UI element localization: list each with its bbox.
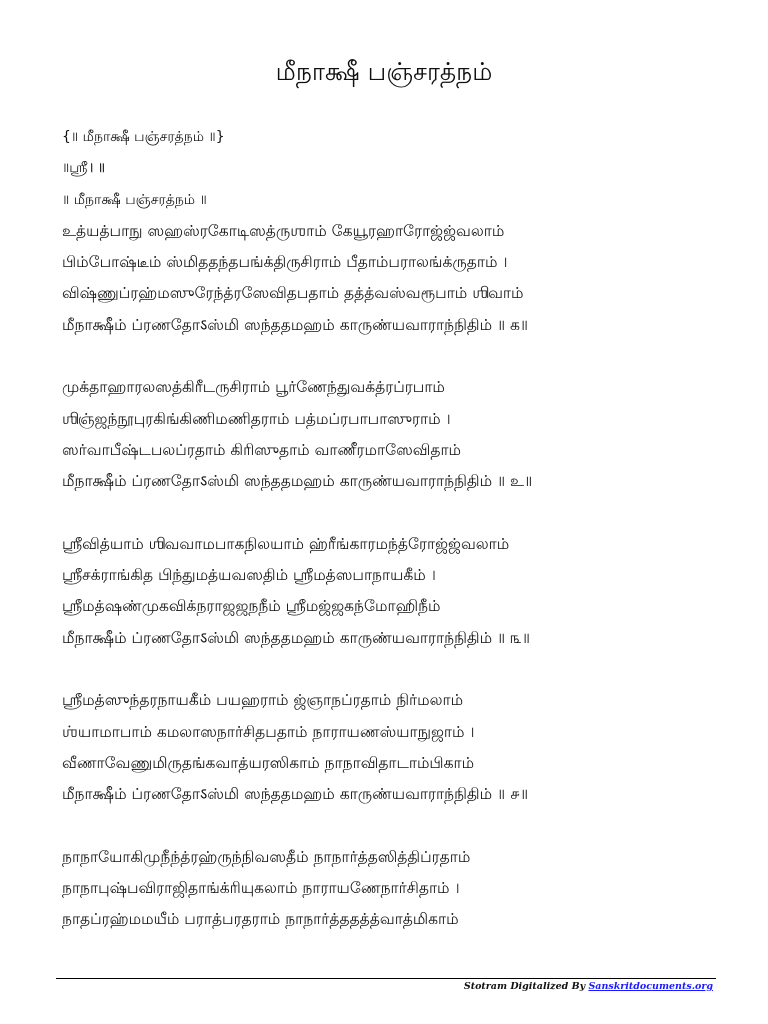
- verse-line: ஶ்ரீவித்யாம் ஶிவவாமபாகநிலயாம் ஹ்ரீங்காரமந்த்ரோஜ்ஜ்வலாம்: [62, 534, 510, 553]
- verse-line: மீநாக்ஷீம் ப்ரணதோऽஸ்மி ஸந்ததமஹம் காருண்யவாராந்நிதிம் ॥ ௪॥: [62, 785, 529, 804]
- verse-line: ஶிஞ்ஜந்நூபுரகிங்கிணிமணிதராம் பத்மப்ரபாபாஸுராம் ।: [62, 409, 451, 428]
- footer-divider: [56, 978, 716, 979]
- verse-line: பிம்போஷ்டீம் ஸ்மிததந்தபங்க்திருசிராம் பீதாம்பராலங்க்ருதாம் ।: [62, 253, 508, 272]
- footer-source-link[interactable]: Sanskritdocuments.org: [588, 981, 713, 992]
- verse-line: ஶ்ரீமத்ஷண்முகவிக்நராஜஜநநீம் ஶ்ரீமஜ்ஜகந்மோஹிநீம்: [62, 597, 441, 616]
- verse-line: ஶ்யாமாபாம் கமலாஸநார்சிதபதாம் நாராயணஸ்யாநுஜாம் ।: [62, 722, 475, 741]
- footer-credit: Stotram Digitalized By: [463, 981, 589, 992]
- verse-line: ஸர்வாபீஷ்டபலப்ரதாம் கிரிஸுதாம் வாணீரமாஸேவிதாம்: [62, 440, 462, 459]
- verse-line: மீநாக்ஷீம் ப்ரணதோऽஸ்மி ஸந்ததமஹம் காருண்யவாராந்நிதிம் ॥ ௩॥: [62, 628, 530, 647]
- stanza-gap: [62, 811, 752, 842]
- verse-line: ஶ்ரீசக்ராங்கித பிந்துமத்யவஸதிம் ஶ்ரீமத்ஸபாநாயகீம் ।: [62, 566, 436, 585]
- footer: [464, 980, 713, 994]
- verse-line: நாதப்ரஹ்மமயீம் பராத்பரதராம் நாநார்த்ததத்த்வாத்மிகாம்: [62, 910, 459, 929]
- verse-line: நாநாபுஷ்பவிராஜிதாங்க்ரியுகலாம் நாராயணேநார்சிதாம் ।: [62, 879, 460, 898]
- verse-line: மீநாக்ஷீம் ப்ரணதோऽஸ்மி ஸந்ததமஹம் காருண்யவாராந்நிதிம் ॥ க॥: [62, 315, 529, 334]
- verse-line: உத்யத்பாநு ஸஹஸ்ரகோடிஸத்ருஶாம் கேயூரஹாரோஜ்ஜ்வலாம்: [62, 221, 505, 240]
- text-line: ॥ மீநாக்ஷீ பஞ்சரத்நம் ॥: [62, 191, 207, 208]
- page-title: மீநாக்ஷீ பஞ்சரத்நம்: [275, 57, 493, 86]
- verse-line: விஷ்ணுப்ரஹ்மஸுரேந்த்ரஸேவிதபதாம் தத்த்வஸ்வரூபாம் ஶிவாம்: [62, 284, 524, 303]
- verse-line: முக்தாஹாரலஸத்கிரீடருசிராம் பூர்ணேந்துவக்த்ரப்ரபாம்: [62, 378, 445, 397]
- text-line: {॥ மீநாக்ஷீ பஞ்சரத்நம் ॥}: [62, 129, 225, 145]
- verse-line: வீணாவேணுமிருதங்கவாத்யரஸிகாம் நாநாவிதாடாம்பிகாம்: [62, 753, 475, 772]
- text-line: ॥ஶ்ரீ꠰॥: [62, 160, 105, 177]
- verse-line: ஶ்ரீமத்ஸுந்தரநாயகீம் பயஹராம் ஜ்ஞாநப்ரதாம் நிர்மலாம்: [62, 691, 464, 710]
- stanza-gap: [62, 654, 752, 685]
- verse-line: நாநாயோகிமுநீந்த்ரஹ்ருந்நிவஸதீம் நாநார்த்தஸித்திப்ரதாம்: [62, 847, 471, 866]
- stotram-body: [62, 122, 752, 936]
- stanza-gap: [62, 498, 752, 529]
- verse-line: மீநாக்ஷீம் ப்ரணதோऽஸ்மி ஸந்ததமஹம் காருண்யவாராந்நிதிம் ॥ உ॥: [62, 472, 533, 491]
- stanza-gap: [62, 341, 752, 372]
